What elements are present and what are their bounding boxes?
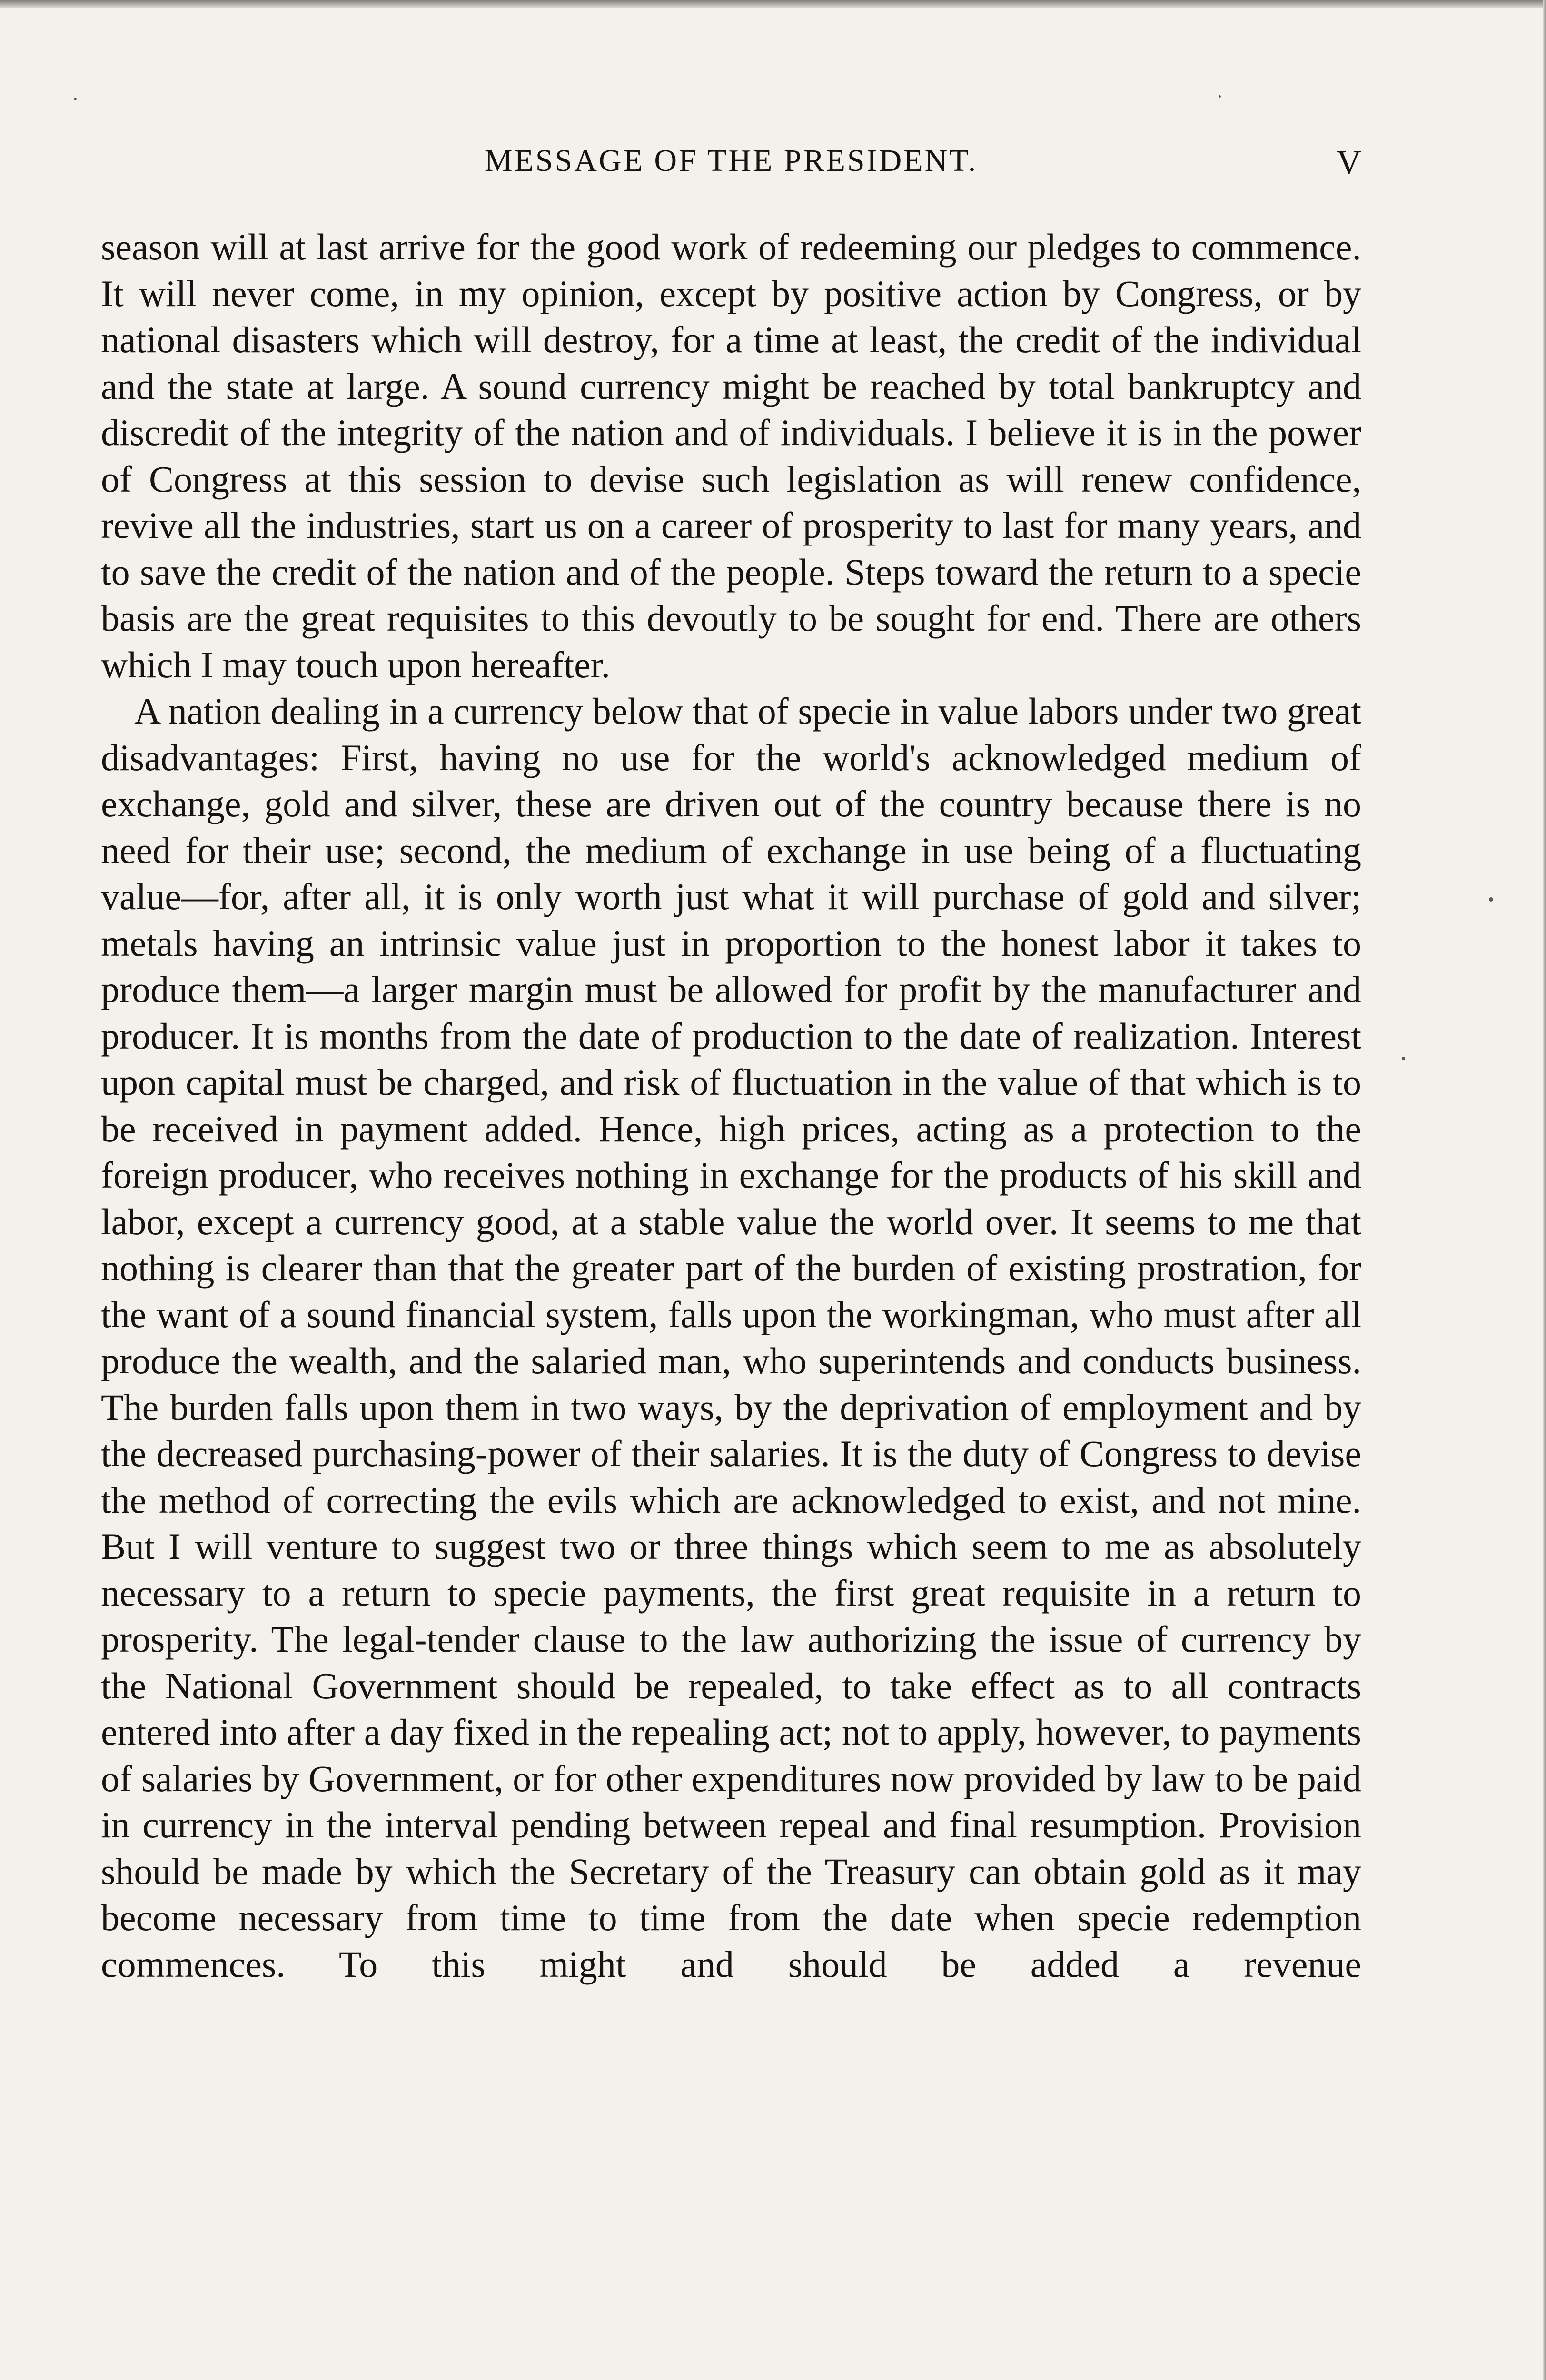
paragraph-specie-currency: A nation dealing in a currency below that of specie in value labors under two great disadvantages: First, having no use for the world's acknowledged medium of exchange, gold and silver, these are driven out of the country because there is no need for their use; second, the medium of exchange in use being of a fluctuating value—for, after all, it is only worth just what it will purchase of gold and silver; metals having an intrinsic value just in proportion to the honest labor it takes to produce them—a larger margin must be allowed for profit by the manufacturer and producer. It is months from the date of production to the date of realization. Interest upon capital must be charged, and risk of fluctuation in the value of that which is to be received in payment added. Hence, high prices, acting as a protection to the foreign producer, who receives nothing in exchange for the products of his skill and labor, except a currency good, at a stable value the world over. It seems to me that nothing is clearer than that the greater part of the burden of existing prostration, for the want of a sound financial system, falls upon the workingman, who must after all produce the wealth, and the salaried man, who superintends and conducts business. The burden falls upon them in two ways, by the deprivation of employment and by the decreased purchasing-power of their salaries. It is the duty of Congress to devise the method of correcting the evils which are acknowledged to exist, and not mine. But I will venture to suggest two or three things which seem to me as absolutely necessary to a return to specie payments, the first great requisite in a return to prosperity. The legal-tender clause to the law authorizing the issue of currency by the National Government should be repealed, to take effect as to all contracts entered into after a day fixed in the repealing act; not to apply, however, to payments of salaries by Government, or for other expenditures now provided by law to be paid in currency in the interval pending between repeal and final resumption. Provision should be made by which the Secretary of the Treasury can obtain gold as it may become necessary from time to time from the date when specie redemption commences. To this might and should be added a revenue [101, 690, 1361, 1985]
paper-speck [1219, 95, 1221, 98]
page-number: V [1337, 143, 1361, 181]
paper-speck [1489, 897, 1493, 902]
paragraph-continued: season will at last arrive for the good work of redeeming our pledges to commence. It will never come, in my opinion, except by positive action by Congress, or by national disasters which will destroy, for a time at least, the credit of the individual and the state at large. A sound currency might be reached by total bankruptcy and discredit of the integrity of the nation and of individuals. I believe it is in the power of Congress at this session to devise such legislation as will renew confidence, revive all the industries, start us on a career of prosperity to last for many years, and to save the credit of the nation and of the people. Steps toward the return to a specie basis are the great requisites to this devoutly to be sought for end. There are others which I may touch upon hereafter. [101, 226, 1361, 685]
page-right-edge [1543, 0, 1546, 2380]
running-head: MESSAGE OF THE PRESIDENT. [484, 143, 978, 178]
body-text [101, 224, 1361, 2375]
page-top-edge [0, 0, 1546, 8]
paper-speck [74, 98, 77, 100]
page-header [101, 143, 1361, 195]
paper-speck [1402, 1057, 1405, 1060]
